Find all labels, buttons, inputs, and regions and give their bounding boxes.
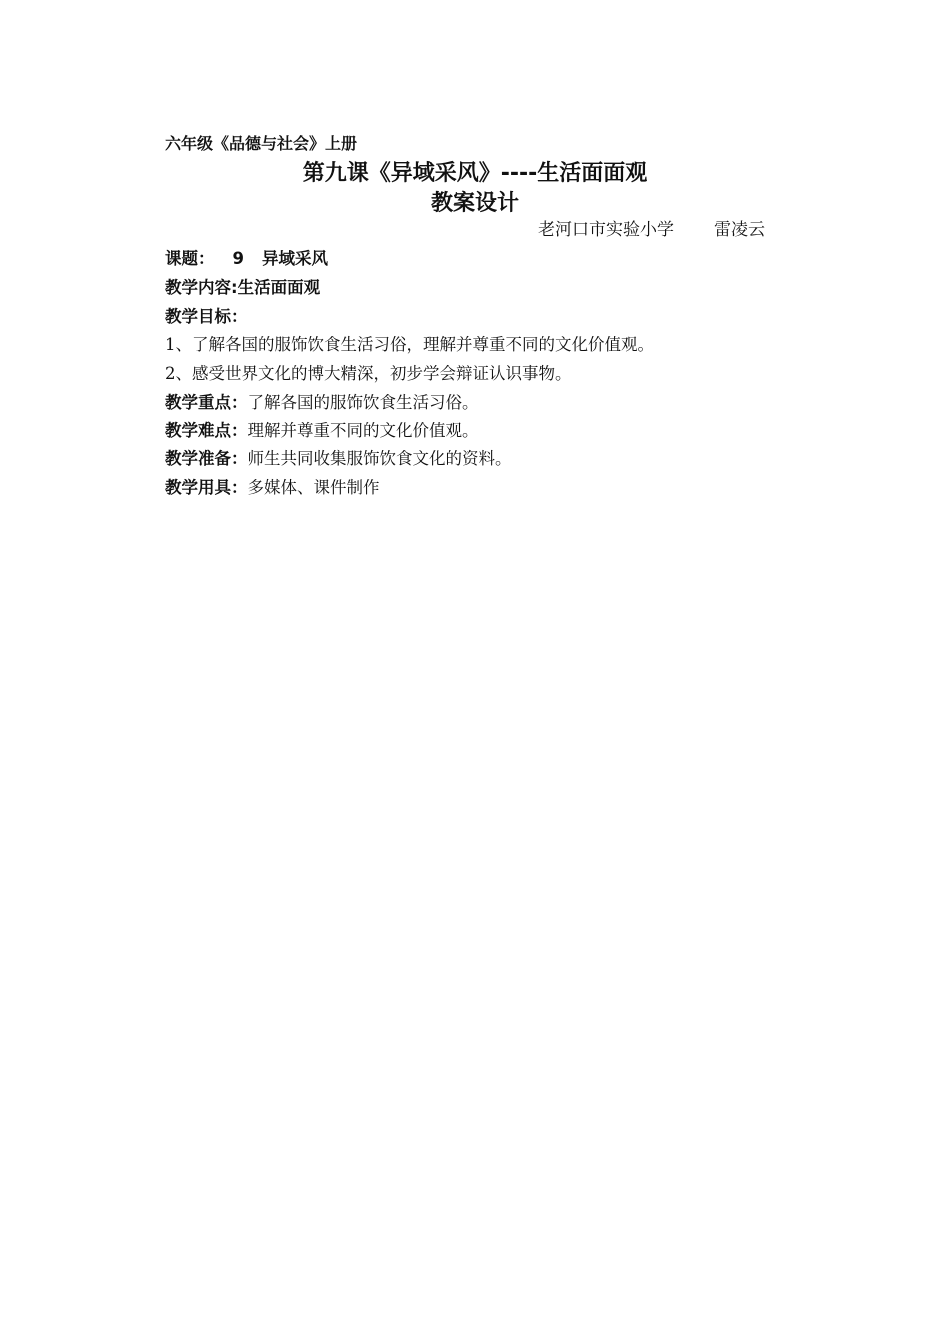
preparation-value: 师生共同收集服饰饮食文化的资料。 bbox=[247, 449, 512, 468]
key-point-label: 教学重点： bbox=[165, 393, 248, 412]
key-point-line bbox=[165, 395, 479, 412]
preparation-label: 教学准备： bbox=[165, 449, 248, 468]
difficulty-line bbox=[165, 423, 479, 440]
tools-line bbox=[165, 480, 380, 497]
goal-item-2: 2、感受世界文化的博大精深，初步学会辩证认识事物。 bbox=[165, 364, 572, 383]
teacher-name: 雷凌云 bbox=[714, 220, 765, 240]
lesson-title: 第九课《异域采风》----生活面面观 bbox=[302, 161, 648, 186]
content-line bbox=[165, 280, 320, 297]
key-point-value: 了解各国的服饰饮食生活习俗。 bbox=[247, 393, 479, 412]
topic-number: 9 bbox=[232, 249, 244, 268]
course-header: 六年级《品德与社会》上册 bbox=[165, 134, 358, 153]
author-line bbox=[538, 222, 765, 239]
topic-line bbox=[165, 251, 328, 268]
lesson-subtitle: 教案设计 bbox=[430, 191, 519, 216]
preparation-line bbox=[165, 451, 512, 468]
tools-label: 教学用具： bbox=[165, 478, 248, 497]
goals-label: 教学目标： bbox=[165, 307, 248, 326]
content-label: 教学内容: bbox=[165, 278, 238, 297]
topic-value: 异域采风 bbox=[261, 249, 328, 268]
tools-value: 多媒体、课件制作 bbox=[247, 478, 380, 497]
school-name: 老河口市实验小学 bbox=[538, 220, 674, 240]
difficulty-value: 理解并尊重不同的文化价值观。 bbox=[247, 421, 479, 440]
goal-item-1: 1、了解各国的服饰饮食生活习俗，理解并尊重不同的文化价值观。 bbox=[165, 335, 654, 354]
content-value: 生活面面观 bbox=[237, 278, 321, 297]
difficulty-label: 教学难点： bbox=[165, 421, 248, 440]
topic-label: 课题： bbox=[165, 249, 215, 268]
